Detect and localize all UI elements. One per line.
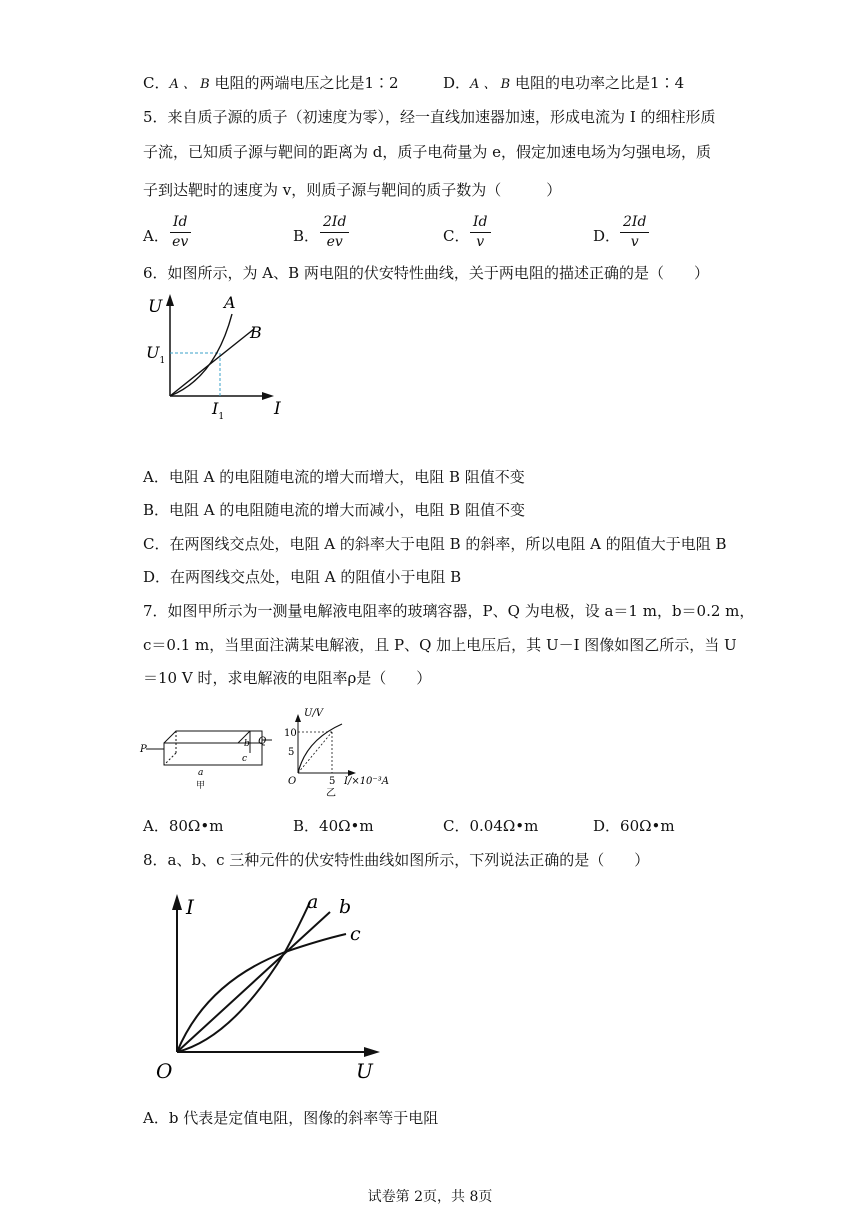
q6-stem: 6．如图所示，为 A、B 两电阻的伏安特性曲线，关于两电阻的描述正确的是（ ） <box>143 264 709 282</box>
q5-option-d-fraction: $\frac{2Id}{v}$ <box>620 214 649 251</box>
q8-x-arrow <box>364 1047 380 1057</box>
q7-label-p: P <box>140 744 147 755</box>
q8-line-b-label: b <box>339 896 352 918</box>
q7-option-a: A．80Ω•m <box>143 817 224 835</box>
q7-caption-jia: 甲 <box>196 781 206 791</box>
q6-x-arrow <box>262 392 274 400</box>
q5-option-a-label: A． <box>143 227 169 245</box>
q6-iv-graph <box>140 292 290 422</box>
q7-figure-yi-container <box>282 704 412 799</box>
q7-yi-x-tick-5: 5 <box>329 776 336 787</box>
q5-option-b-fraction: $\frac{2Id}{ev}$ <box>320 214 349 251</box>
q7-label-q: Q <box>258 736 267 747</box>
q8-y-axis-label: I <box>186 895 194 919</box>
q8-curve-c <box>177 934 346 1052</box>
q5-stem-line1: 5．来自质子源的质子（初速度为零），经一直线加速器加速，形成电流为 I 的细柱形质 <box>143 108 716 126</box>
q8-iv-graph <box>150 888 390 1088</box>
q6-y-arrow <box>166 294 174 306</box>
q6-option-a: A．电阻 A 的电阻随电流的增大而增大，电阻 B 阻值不变 <box>143 468 525 486</box>
q8-x-axis-label: U <box>356 1059 373 1083</box>
page-footer: 试卷第 2页，共 8页 <box>367 1189 493 1205</box>
q7-yi-x-label: I/×10⁻³A <box>344 776 389 787</box>
q8-origin-label: O <box>156 1059 173 1083</box>
q4-option-c: C．A 、 B 电阻的两端电压之比是1∶2 <box>143 74 399 92</box>
q5-option-c-fraction: $\frac{Id}{v}$ <box>470 214 491 251</box>
q7-yi-origin: O <box>288 776 297 787</box>
q7-box-hidden-diag <box>164 753 176 765</box>
q7-yi-y-arrow <box>295 714 301 722</box>
q7-stem-line2: c＝0.1 m，当里面注满某电解液，且 P、Q 加上电压后，其 U－I 图像如图乙所示，当 U <box>143 636 737 654</box>
q7-caption-yi: 乙 <box>326 788 336 799</box>
q5-stem-line2: 子流，已知质子源与靶间的距离为 d，质子电荷量为 e，假定加速电场为匀强电场，质 <box>143 143 712 161</box>
q7-yi-tick-5: 5 <box>288 747 295 758</box>
q8-stem: 8．a、b、c 三种元件的伏安特性曲线如图所示，下列说法正确的是（ ） <box>143 851 650 869</box>
q6-line-b <box>170 329 254 396</box>
q7-stem-line3: ＝10 V 时，求电解液的电阻率ρ是（ ） <box>143 669 432 687</box>
q8-curve-a-label: a <box>307 891 319 913</box>
q8-option-a: A．b 代表是定值电阻，图像的斜率等于电阻 <box>143 1109 439 1127</box>
q5-option-a-fraction: $\frac{Id}{ev}$ <box>170 214 191 251</box>
q6-x-axis-label: I <box>274 399 281 419</box>
q7-label-c: c <box>242 754 248 764</box>
q7-label-b: b <box>244 739 250 749</box>
q6-curve-a-label: A <box>224 293 236 312</box>
q7-option-c: C．0.04Ω•m <box>443 817 539 835</box>
q7-option-d: D．60Ω•m <box>593 817 675 835</box>
q7-yi-y-label: U/V <box>304 708 324 719</box>
q6-option-b: B．电阻 A 的电阻随电流的增大而减小，电阻 B 阻值不变 <box>143 501 525 519</box>
q8-curve-c-label: c <box>350 923 361 945</box>
q7-label-a: a <box>198 768 204 778</box>
q6-u1-label: $U_1$ <box>146 343 166 366</box>
q6-i1-label: $I_1$ <box>212 399 225 422</box>
q6-option-c: C．在两图线交点处，电阻 A 的斜率大于电阻 B 的斜率，所以电阻 A 的阻值大于电阻 B <box>143 535 727 553</box>
q6-line-b-label: B <box>250 323 262 342</box>
q7-option-b: B．40Ω•m <box>293 817 374 835</box>
q7-stem-line1: 7．如图甲所示为一测量电解液电阻率的玻璃容器，P、Q 为电极，设 a＝1 m，b＝0.2 m， <box>143 602 755 620</box>
q5-option-b-label: B． <box>293 227 320 245</box>
q7-yi-secant <box>298 732 332 773</box>
q4-option-d: D．A 、 B 电阻的电功率之比是1∶4 <box>443 74 685 92</box>
q8-line-b <box>177 912 330 1052</box>
q7-figure-jia-container <box>140 726 270 796</box>
q5-stem-line3: 子到达靶时的速度为 v，则质子源与靶间的质子数为（ ） <box>143 181 562 199</box>
q5-option-c-label: C． <box>443 227 470 245</box>
q6-y-axis-label: U <box>148 297 163 317</box>
q6-curve-a <box>170 314 232 396</box>
q7-yi-tick-10: 10 <box>284 728 297 739</box>
q5-option-d-label: D． <box>593 227 621 245</box>
q8-curve-a <box>177 902 310 1052</box>
q8-y-arrow <box>172 894 182 910</box>
q6-option-d: D．在两图线交点处，电阻 A 的阻值小于电阻 B <box>143 568 462 586</box>
